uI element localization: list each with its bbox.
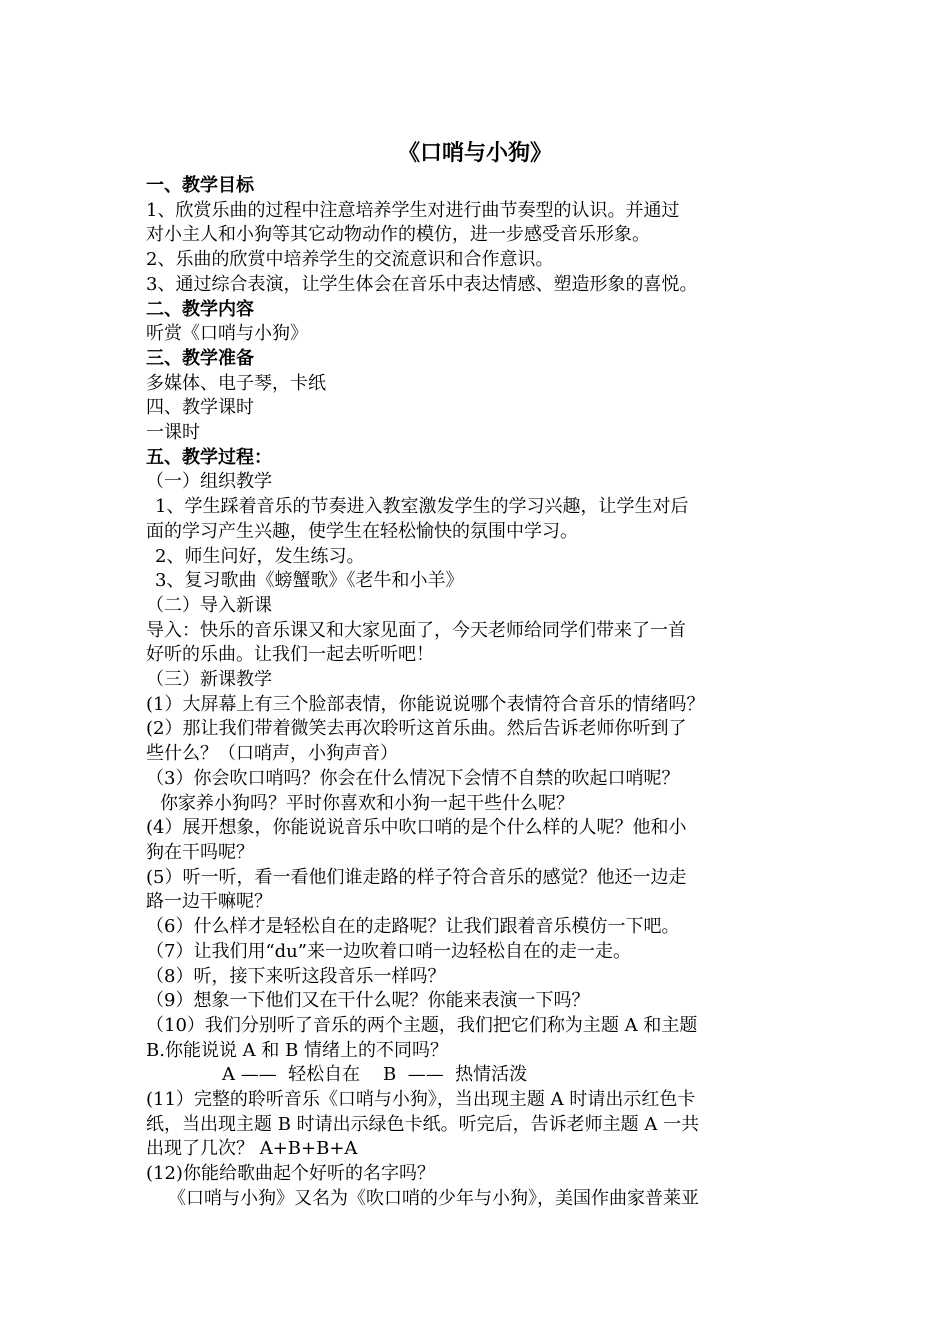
paragraph-line: 2、乐曲的欣赏中培养学生的交流意识和合作意识。: [146, 249, 554, 271]
paragraph-line: 3、复习歌曲《螃蟹歌》《老牛和小羊》: [155, 570, 464, 592]
theme-comparison-line: A —— 轻松自在 B —— 热情活泼: [222, 1064, 528, 1086]
paragraph-line: 纸，当出现主题 B 时请出示绿色卡纸。听完后，告诉老师主题 A 一共: [146, 1113, 700, 1135]
paragraph-line: 3、通过综合表演，让学生体会在音乐中表达情感、塑造形象的喜悦。: [146, 273, 698, 295]
paragraph-line: 对小主人和小狗等其它动物动作的模仿，进一步感受音乐形象。: [146, 224, 650, 246]
paragraph-line: 导入：快乐的音乐课又和大家见面了，今天老师给同学们带来了一首: [146, 619, 686, 641]
paragraph-line: 1、欣赏乐曲的过程中注意培养学生对进行曲节奏型的认识。并通过: [146, 199, 680, 221]
paragraph-line: (11）完整的聆听音乐《口哨与小狗》，当出现主题 A 时请出示红色卡: [146, 1089, 696, 1111]
paragraph-line: 路一边干嘛呢？: [146, 891, 272, 913]
paragraph-line: 《口哨与小狗》又名为《吹口哨的少年与小狗》，美国作曲家普莱亚: [168, 1187, 699, 1209]
section-heading: 三、教学准备: [146, 347, 254, 369]
paragraph-line: （3）你会吹口哨吗？你会在什么情况下会情不自禁的吹起口哨呢？: [146, 767, 680, 789]
paragraph-line: (1）大屏幕上有三个脸部表情，你能说说哪个表情符合音乐的情绪吗？: [146, 693, 705, 715]
section-heading: 二、教学内容: [146, 298, 254, 320]
paragraph-line: （10）我们分别听了音乐的两个主题，我们把它们称为主题 A 和主题: [146, 1014, 698, 1036]
document-body: [146, 174, 826, 1212]
paragraph-line: （9）想象一下他们又在干什么呢？你能来表演一下吗？: [146, 990, 590, 1012]
section-heading-plain: 四、教学课时: [146, 397, 254, 419]
paragraph-line: （7）让我们用“du”来一边吹着口哨一边轻松自在的走一走。: [146, 940, 631, 962]
document-title: 《口哨与小狗》: [397, 141, 552, 166]
section-heading: 五、教学过程：: [146, 446, 272, 468]
paragraph-line: （8）听，接下来听这段音乐一样吗？: [146, 965, 446, 987]
subsection-heading: （二）导入新课: [146, 594, 272, 616]
paragraph-line: 多媒体、电子琴，卡纸: [146, 372, 326, 394]
paragraph-line: (5）听一听，看一看他们谁走路的样子符合音乐的感觉？他还一边走: [146, 866, 687, 888]
subsection-heading: （三）新课教学: [146, 669, 272, 691]
paragraph-line: B.你能说说 A 和 B 情绪上的不同吗？: [146, 1039, 449, 1061]
paragraph-line: 一课时: [146, 422, 200, 444]
paragraph-line: (2）那让我们带着微笑去再次聆听这首乐曲。然后告诉老师你听到了: [146, 718, 687, 740]
paragraph-line: （6）什么样才是轻松自在的走路呢？让我们跟着音乐模仿一下吧。: [146, 916, 680, 938]
paragraph-line: 2、师生问好，发生练习。: [155, 545, 365, 567]
paragraph-line: 你家养小狗吗？平时你喜欢和小狗一起干些什么呢？: [160, 792, 574, 814]
paragraph-line: 听赏《口哨与小狗》: [146, 323, 308, 345]
paragraph-line: 好听的乐曲。让我们一起去听听吧！: [146, 644, 434, 666]
section-heading: 一、教学目标: [146, 175, 254, 196]
subsection-heading: （一）组织教学: [146, 471, 272, 493]
paragraph-line: 出现了几次？ A+B+B+A: [146, 1138, 358, 1160]
paragraph-line: 1、学生踩着音乐的节奏进入教室激发学生的学习兴趣，让学生对后: [155, 496, 689, 518]
paragraph-line: 些什么？（口哨声，小狗声音）: [146, 743, 398, 765]
paragraph-line: (4）展开想象，你能说说音乐中吹口哨的是个什么样的人呢？他和小: [146, 817, 687, 839]
paragraph-line: (12)你能给歌曲起个好听的名字吗？: [146, 1163, 435, 1185]
paragraph-line: 面的学习产生兴趣，使学生在轻松愉快的氛围中学习。: [146, 520, 578, 542]
paragraph-line: 狗在干吗呢？: [146, 841, 254, 863]
